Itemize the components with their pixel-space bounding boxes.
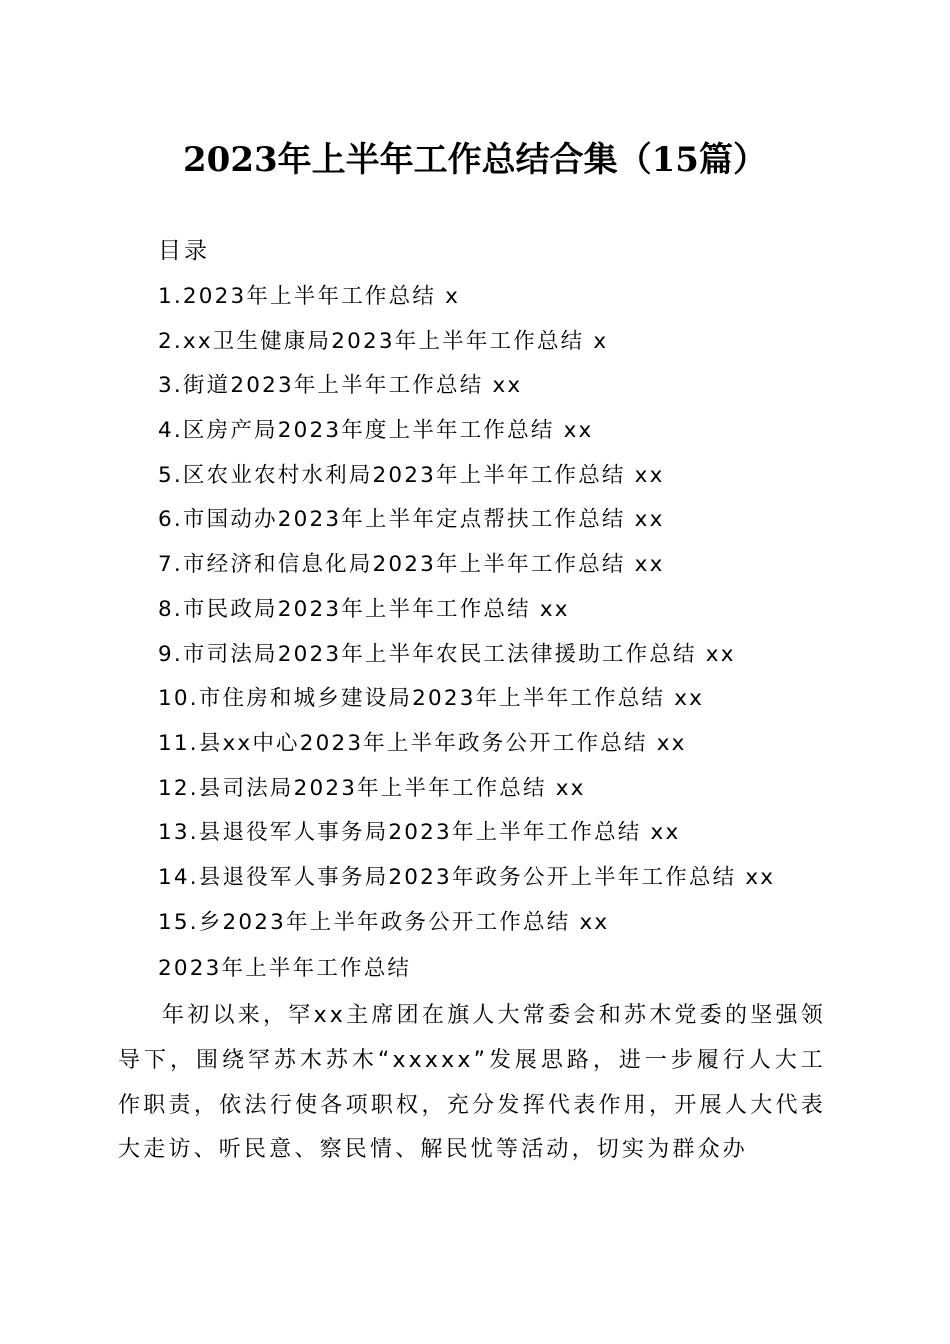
toc-item: 4.区房产局2023年度上半年工作总结 xx [158,418,594,444]
toc-item: 3.街道2023年上半年工作总结 xx [158,373,523,399]
body-paragraph: 年初以来，罕xx主席团在旗人大常委会和苏木党委的坚强领导下，围绕罕苏木苏木“xxxxx”发展思路，进一步履行人大工作职责，依法行使各项职权，充分发挥代表作用，开展人大代表大走访、听民意、察民情、解民忧等活动，切实为群众办 [118,1003,826,1163]
toc-item: 9.市司法局2023年上半年农民工法律援助工作总结 xx [158,641,736,667]
toc-item: 10.市住房和城乡建设局2023年上半年工作总结 xx [158,686,705,712]
toc-item: 13.县退役军人事务局2023年上半年工作总结 xx [158,820,681,846]
section-title: 2023年上半年工作总结 [158,956,412,981]
toc-item: 2.xx卫生健康局2023年上半年工作总结 x [158,328,609,354]
toc-item: 6.市国动办2023年上半年定点帮扶工作总结 xx [158,507,665,533]
toc-heading: 目录 [158,238,210,264]
toc-item: 12.县司法局2023年上半年工作总结 xx [158,775,586,801]
toc-list [158,281,775,951]
document-title: 2023年上半年工作总结合集（15篇） [183,140,767,180]
toc-item: 7.市经济和信息化局2023年上半年工作总结 xx [158,552,665,578]
toc-item: 8.市民政局2023年上半年工作总结 xx [158,596,570,622]
toc-item: 11.县xx中心2023年上半年政务公开工作总结 xx [158,730,687,756]
toc-item: 5.区农业农村水利局2023年上半年工作总结 xx [158,462,665,488]
toc-item: 15.乡2023年上半年政务公开工作总结 xx [158,909,610,935]
toc-item: 14.县退役军人事务局2023年政务公开上半年工作总结 xx [158,864,776,890]
toc-item: 1.2023年上半年工作总结 x [158,284,460,309]
